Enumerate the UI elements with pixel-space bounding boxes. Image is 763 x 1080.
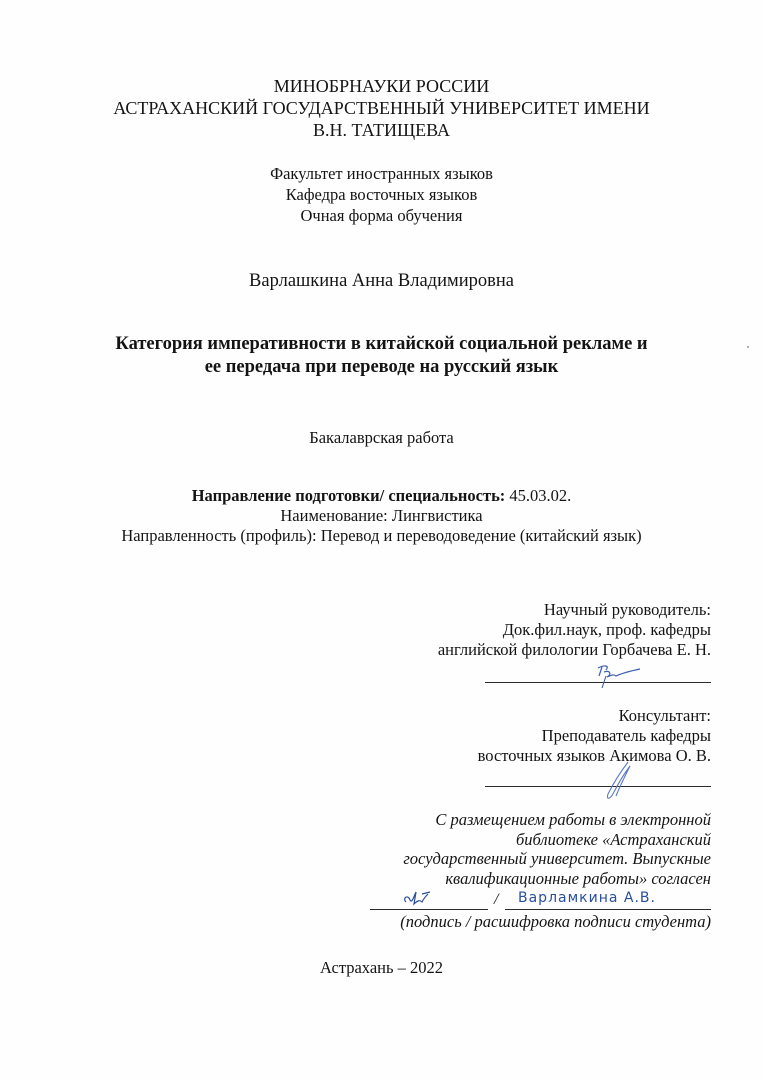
thesis-title-line-1: Категория императивности в китайской социальной рекламе и (115, 334, 648, 354)
faculty-name: Факультет иностранных языков (270, 164, 493, 183)
consultant-block (478, 706, 711, 766)
direction-label: Направление подготовки/ специальность: (191, 486, 506, 505)
consent-line-4: квалификационные работы» согласен (445, 868, 711, 888)
consultant-signature-line (485, 786, 711, 787)
supervisor-position: Док.фил.наук, проф. кафедры (502, 620, 711, 639)
consultant-role: Консультант: (618, 706, 711, 725)
thesis-title (0, 333, 763, 379)
consultant-position: Преподаватель кафедры (541, 726, 711, 745)
direction-line (0, 486, 763, 506)
city-year: Астрахань – 2022 (319, 958, 444, 977)
institution-header (0, 75, 763, 141)
thesis-title-line-2: ее передача при переводе на русский язык (204, 357, 559, 377)
study-form: Очная форма обучения (300, 206, 463, 225)
direction-code: 45.03.02. (505, 486, 572, 505)
department-name: Кафедра восточных языков (285, 185, 478, 204)
student-name-line (505, 909, 711, 910)
work-type: Бакалаврская работа (309, 428, 454, 447)
consultant-signature (600, 760, 640, 802)
university-eponym: В.Н. ТАТИЩЕВА (312, 120, 451, 140)
ministry-name: МИНОБРНАУКИ РОССИИ (273, 76, 490, 96)
consent-block (403, 810, 711, 888)
supervisor-role: Научный руководитель: (543, 600, 711, 619)
supervisor-name: английской филологии Горбачева Е. Н. (437, 640, 711, 659)
supervisor-signature-line (485, 682, 711, 683)
signature-caption: (подпись / расшифровка подписи студента) (400, 912, 711, 931)
direction-info (0, 486, 763, 546)
signature-separator: / (494, 891, 499, 908)
student-signature-line (370, 909, 488, 910)
program-profile: Направленность (профиль): Перевод и переводоведение (китайский язык) (121, 526, 642, 545)
consent-line-3: государственный университет. Выпускные (403, 849, 711, 869)
consent-line-2: библиотеке «Астраханский (515, 829, 711, 849)
consultant-name: восточных языков Акимова О. В. (477, 746, 711, 765)
faculty-info (0, 163, 763, 226)
consent-line-1: С размещением работы в электронной (435, 810, 711, 829)
supervisor-signature (590, 662, 650, 692)
student-name-handwritten: Варламкина А.В. (518, 890, 656, 906)
university-name: АСТРАХАНСКИЙ ГОСУДАРСТВЕННЫЙ УНИВЕРСИТЕТ ИМЕНИ (113, 98, 650, 118)
program-name: Наименование: Лингвистика (280, 506, 483, 525)
student-signature (400, 888, 434, 910)
supervisor-block (438, 600, 711, 660)
author-name: Варлашкина Анна Владимировна (249, 271, 514, 291)
